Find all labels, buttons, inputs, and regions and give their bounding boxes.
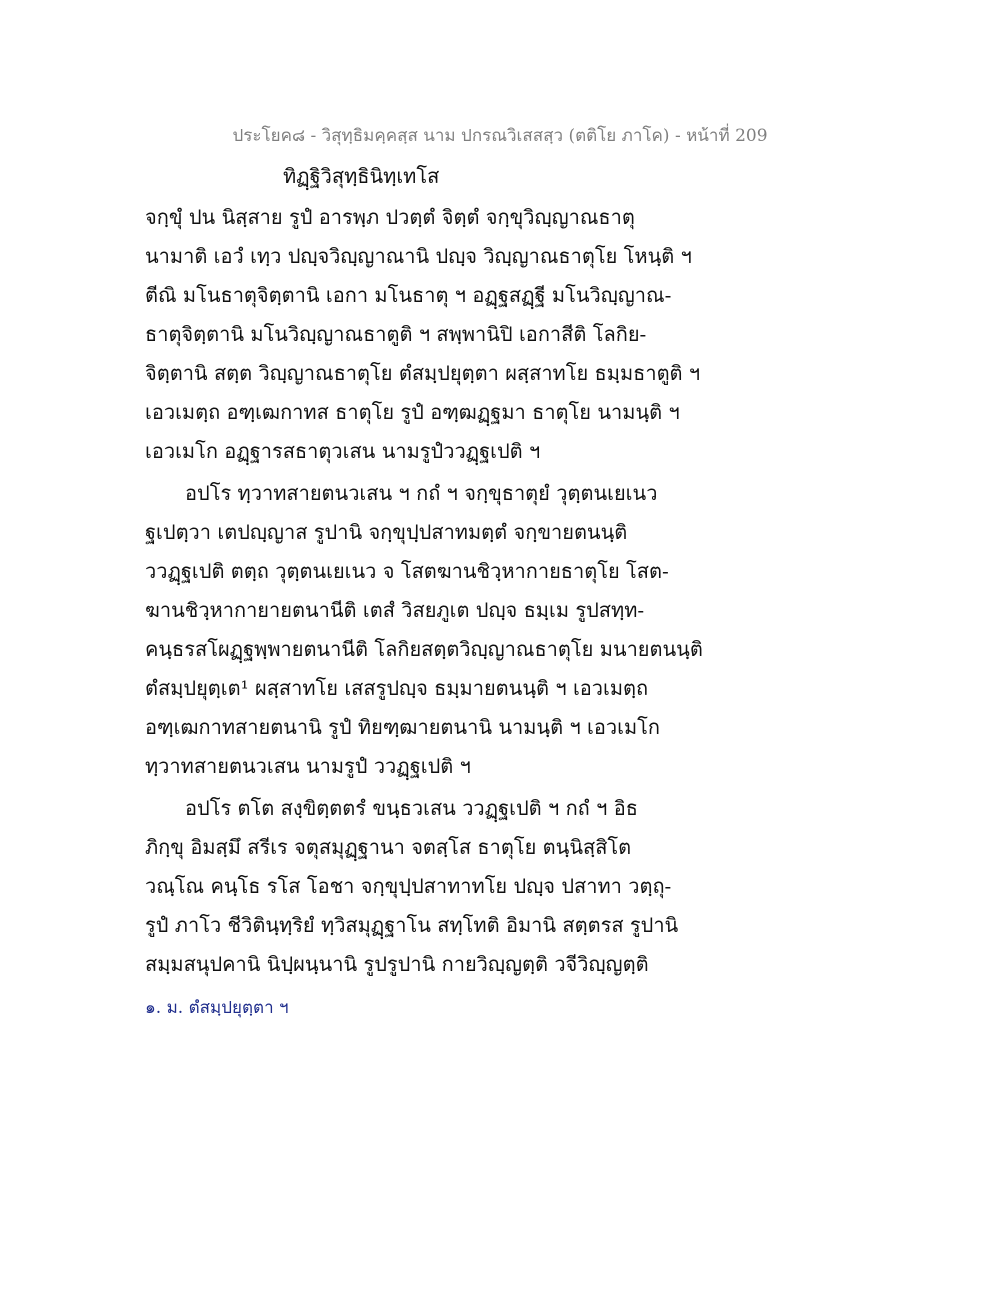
text-line: เอวเมโก อฏฺฐารสธาตุวเสน นามรูปํววฏฺฐเปติ ฯ xyxy=(145,439,541,463)
text-line: ทฺวาทสายตนวเสน นามรูปํ ววฏฺฐเปติ ฯ xyxy=(145,754,471,778)
footnote: ๑. ม. ตํสมฺปยุตฺตา ฯ xyxy=(145,998,289,1018)
text-line: อปโร ทฺวาทสายตนวเสน ฯ กถํ ฯ จกฺขุธาตุยํ วุตฺตนเยเนว xyxy=(185,481,658,505)
section-title: ทิฏฺฐิวิสุทฺธินิทฺเทโส xyxy=(283,164,440,188)
text-line: ภิกฺขุ อิมสฺมึ สรีเร จตุสมุฏฺฐานา จตสฺโส ธาตุโย ตนฺนิสฺสิโต xyxy=(145,835,632,859)
text-line: ธาตุจิตฺตานิ มโนวิญฺญาณธาตูติ ฯ สพฺพานิปิ เอกาสีติ โลกิย- xyxy=(145,322,647,346)
text-line: ฆานชิวฺหากายายตนานีติ เตสํ วิสยภูเต ปญฺจ ธมฺเม รูปสทฺท- xyxy=(145,598,645,622)
page-header: ประโยค๘ - วิสุทฺธิมคฺคสฺส นาม ปกรณวิเสสสฺว (ตติโย ภาโค) - หน้าที่ 209 xyxy=(232,126,768,146)
text-line: คนฺธรสโผฏฺฐพฺพายตนานีติ โลกิยสตฺตวิญฺญาณธาตุโย มนายตนนฺติ xyxy=(145,637,703,661)
text-line: อปโร ตโต สงฺขิตฺตตรํ ขนฺธวเสน ววฏฺฐเปติ ฯ กถํ ฯ อิธ xyxy=(185,796,638,820)
text-line: เอวเมตฺถ อฑฺเฒกาทส ธาตุโย รูปํ อฑฺฒฏฺฐมา ธาตุโย นามนฺติ ฯ xyxy=(145,400,680,424)
text-line: อฑฺเฒกาทสายตนานิ รูปํ ทิยฑฺฒายตนานิ นามนฺติ ฯ เอวเมโก xyxy=(145,715,660,739)
text-line: รูปํ ภาโว ชีวิตินฺทฺริยํ ทฺวิสมุฏฺฐาโน สทฺโทติ อิมานิ สตฺตรส รูปานิ xyxy=(145,913,679,937)
text-line: สมฺมสนุปคานิ นิปฺผนฺนานิ รูปรูปานิ กายวิญฺญตฺติ วจีวิญฺญตฺติ xyxy=(145,952,649,976)
text-line: ตํสมฺปยุตฺเต¹ ผสฺสาทโย เสสรูปญฺจ ธมฺมายตนนฺติ ฯ เอวเมตฺถ xyxy=(145,676,649,700)
text-line: จกฺขุํ ปน นิสฺสาย รูปํ อารพฺภ ปวตฺตํ จิตฺตํ จกฺขุวิญฺญาณธาตุ xyxy=(145,205,635,229)
text-line: ตีณิ มโนธาตุจิตฺตานิ เอกา มโนธาตุ ฯ อฏฺฐสฏฺฐี มโนวิญฺญาณ- xyxy=(145,283,672,307)
text-line: วณฺโณ คนฺโธ รโส โอชา จกฺขุปฺปสาทาทโย ปญฺจ ปสาทา วตฺถุ- xyxy=(145,874,672,898)
text-line: ววฏฺฐเปติ ตตฺถ วุตฺตนเยเนว จ โสตฆานชิวฺหากายธาตุโย โสต- xyxy=(145,559,669,583)
text-line: จิตฺตานิ สตฺต วิญฺญาณธาตุโย ตํสมฺปยุตฺตา ผสฺสาทโย ธมฺมธาตูติ ฯ xyxy=(145,361,701,385)
text-line: นามาติ เอวํ เทฺว ปญฺจวิญฺญาณานิ ปญฺจ วิญฺญาณธาตุโย โหนฺติ ฯ xyxy=(145,244,692,268)
text-line: ฐเปตฺวา เตปญฺญาส รูปานิ จกฺขุปฺปสาทมตฺตํ จกฺขายตนนฺติ xyxy=(145,520,628,544)
